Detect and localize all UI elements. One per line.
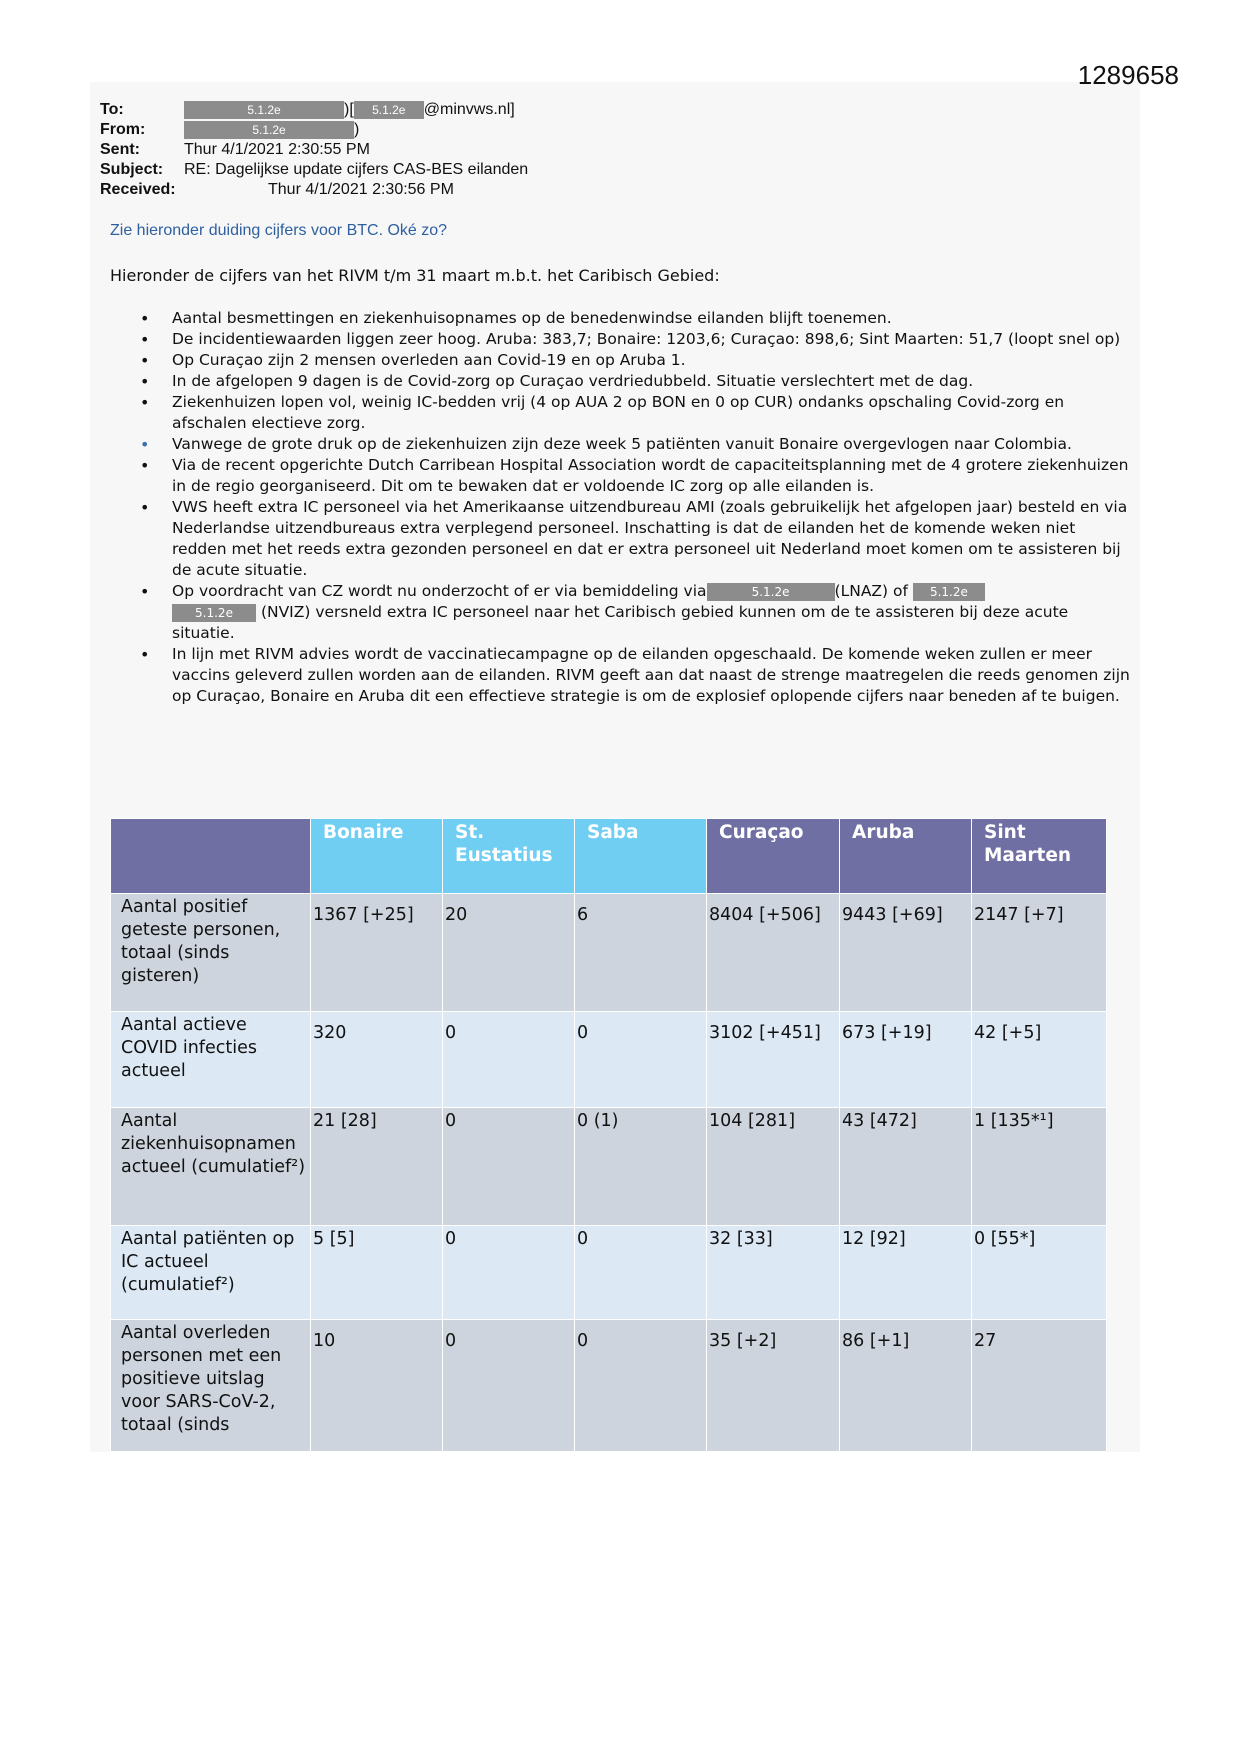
- table-row: [111, 894, 1107, 1012]
- column-header: Sint Maarten: [972, 819, 1107, 894]
- sent-value: Thur 4/1/2021 2:30:55 PM: [184, 141, 370, 158]
- bullet-item: • De incidentiewaarden liggen zeer hoog. Aruba: 383,7; Bonaire: 1203,6; Curaçao: 898,6; Sint Maarten: 51,7 (loopt snel op): [110, 329, 1130, 350]
- bullet-item: • VWS heeft extra IC personeel via het Amerikaanse uitzendbureau AMI (zoals gebruikelijk het afgelopen jaar) besteld en via Nederlandse uitzendbureaus extra verplegend personeel. Inschatting is dat de eilanden het de komende weken niet redden met het reeds extra gezonden personeel en dat er extra personeel uit Nederland moet komen om te assisteren bij de acute situatie.: [110, 497, 1130, 581]
- bullet-item: • Op Curaçao zijn 2 mensen overleden aan Covid-19 en op Aruba 1.: [110, 350, 1130, 371]
- covid-figures-table: [110, 818, 1107, 1452]
- from-suffix: ): [354, 121, 360, 138]
- table-cell: 5 [5]: [311, 1226, 443, 1320]
- sent-label: Sent:: [100, 141, 140, 158]
- table-cell: 0: [575, 1320, 707, 1452]
- document-id: 1289658: [1077, 60, 1179, 90]
- table-cell: 0: [443, 1012, 575, 1108]
- table-cell: 35 [+2]: [707, 1320, 840, 1452]
- table-cell: 27: [972, 1320, 1107, 1452]
- table-cell: 673 [+19]: [840, 1012, 972, 1108]
- subject-label: Subject:: [100, 161, 164, 178]
- table-cell: 86 [+1]: [840, 1320, 972, 1452]
- bullet-item: • In lijn met RIVM advies wordt de vaccinatiecampagne op de eilanden opgeschaald. De komende weken zullen er meer vaccins geleverd zullen worden aan de eilanden. RIVM geeft aan dat naast de strenge maatregelen die reeds genomen zijn op Curaçao, Bonaire en Aruba dit een effectieve strategie is om de explosief oplopende cijfers naar beneden af te buigen.: [110, 644, 1130, 707]
- table-cell: 32 [33]: [707, 1226, 840, 1320]
- table-header-row: [111, 819, 1107, 894]
- redaction-box: 5.1.2e: [913, 583, 985, 601]
- table-cell: 0 (1): [575, 1108, 707, 1226]
- row-label: Aantal positief geteste personen, totaal (sinds gisteren): [111, 894, 311, 1012]
- table-cell: 1367 [+25]: [311, 894, 443, 1012]
- redaction-box: 5.1.2e: [184, 101, 344, 119]
- table-cell: 0: [443, 1226, 575, 1320]
- table-cell: 104 [281]: [707, 1108, 840, 1226]
- bullet-list: [110, 308, 1130, 707]
- to-separator: )[: [344, 101, 354, 118]
- row-label: Aantal patiënten op IC actueel (cumulatief²): [111, 1226, 311, 1320]
- lead-paragraph: Hieronder de cijfers van het RIVM t/m 31 maart m.b.t. het Caribisch Gebied:: [110, 266, 720, 285]
- table-cell: 0: [575, 1012, 707, 1108]
- table-cell: 21 [28]: [311, 1108, 443, 1226]
- table-cell: 8404 [+506]: [707, 894, 840, 1012]
- bullet-item: • Aantal besmettingen en ziekenhuisopnames op de benedenwindse eilanden blijft toenemen.: [110, 308, 1130, 329]
- column-header: St. Eustatius: [443, 819, 575, 894]
- bullet-item: • Vanwege de grote druk op de ziekenhuizen zijn deze week 5 patiënten vanuit Bonaire overgevlogen naar Colombia.: [110, 434, 1130, 455]
- to-address-suffix: @minvws.nl]: [423, 101, 515, 118]
- received-label: Received:: [100, 181, 176, 198]
- table-cell: 0 [55*]: [972, 1226, 1107, 1320]
- table-cell: 3102 [+451]: [707, 1012, 840, 1108]
- table-cell: 10: [311, 1320, 443, 1452]
- table-cell: 12 [92]: [840, 1226, 972, 1320]
- bullet-item: • Via de recent opgerichte Dutch Carribean Hospital Association wordt de capaciteitsplanning met de 4 grotere ziekenhuizen in de regio georganiseerd. Dit om te bewaken dat er voldoende IC zorg op alle eilanden is.: [110, 455, 1130, 497]
- row-label: Aantal ziekenhuisopnamen actueel (cumulatief²): [111, 1108, 311, 1226]
- table-cell: 20: [443, 894, 575, 1012]
- to-label: To:: [100, 101, 124, 118]
- table-cell: 6: [575, 894, 707, 1012]
- table-row: [111, 1320, 1107, 1452]
- subject-value: RE: Dagelijkse update cijfers CAS-BES eilanden: [184, 161, 529, 178]
- header-empty-cell: [111, 819, 311, 894]
- redaction-box: 5.1.2e: [707, 583, 835, 601]
- table-cell: 2147 [+7]: [972, 894, 1107, 1012]
- table-cell: 0: [575, 1226, 707, 1320]
- column-header: Bonaire: [311, 819, 443, 894]
- redaction-box: 5.1.2e: [354, 101, 424, 119]
- from-label: From:: [100, 121, 146, 138]
- table-row: [111, 1108, 1107, 1226]
- table-cell: 320: [311, 1012, 443, 1108]
- row-label: Aantal overleden personen met een positieve uitslag voor SARS-CoV-2, totaal (sinds: [111, 1320, 311, 1452]
- row-label: Aantal actieve COVID infecties actueel: [111, 1012, 311, 1108]
- bullet-cz-text-1: Op voordracht van CZ wordt nu onderzocht of er via bemiddeling via: [172, 582, 707, 600]
- table-cell: 43 [472]: [840, 1108, 972, 1226]
- intro-line: Zie hieronder duiding cijfers voor BTC. Oké zo?: [110, 222, 448, 239]
- table-cell: 42 [+5]: [972, 1012, 1107, 1108]
- column-header: Aruba: [840, 819, 972, 894]
- redaction-box: 5.1.2e: [184, 121, 354, 139]
- table-cell: 0: [443, 1320, 575, 1452]
- bullet-item: • Ziekenhuizen lopen vol, weinig IC-bedden vrij (4 op AUA 2 op BON en 0 op CUR) ondanks opschaling Covid-zorg en afschalen electieve zorg.: [110, 392, 1130, 434]
- bullet-item: • In de afgelopen 9 dagen is de Covid-zorg op Curaçao verdriedubbeld. Situatie verslechtert met de dag.: [110, 371, 1130, 392]
- column-header: Saba: [575, 819, 707, 894]
- bullet-cz-text-3: (NVIZ) versneld extra IC personeel naar het Caribisch gebied kunnen om de te assisteren bij deze acute situatie.: [172, 603, 1069, 642]
- column-header: Curaçao: [707, 819, 840, 894]
- bullet-cz-text-2: (LNAZ) of: [834, 582, 908, 600]
- table-cell: 0: [443, 1108, 575, 1226]
- bullet-item-cz: [110, 581, 1130, 644]
- table-cell: 1 [135*¹]: [972, 1108, 1107, 1226]
- table-row: [111, 1226, 1107, 1320]
- redaction-box: 5.1.2e: [172, 604, 256, 622]
- table-row: [111, 1012, 1107, 1108]
- received-value: Thur 4/1/2021 2:30:56 PM: [268, 181, 454, 198]
- table-cell: 9443 [+69]: [840, 894, 972, 1012]
